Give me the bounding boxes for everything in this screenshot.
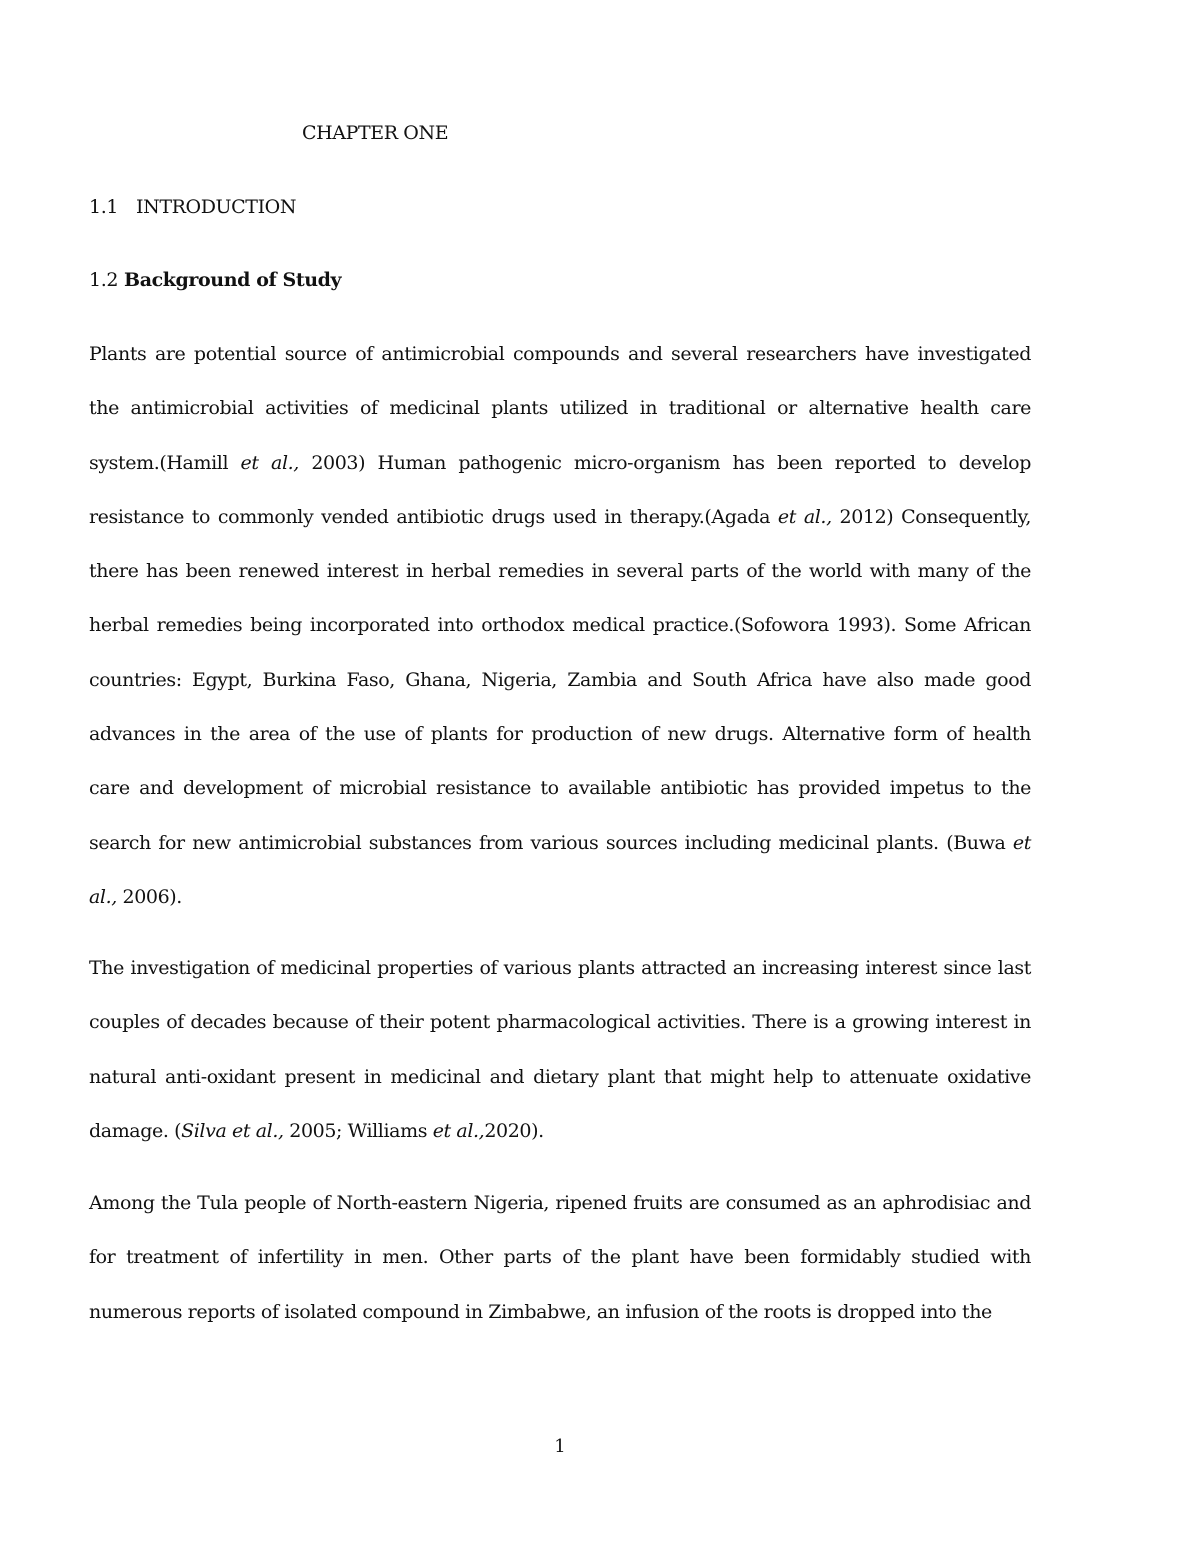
text-run: Plants are potential source of antimicrobial compounds and several researchers have investigated (89, 343, 1031, 365)
italic-citation: Silva et al., (181, 1119, 284, 1142)
section-heading-background (89, 266, 341, 294)
text-run: the antimicrobial activities of medicinal plants utilized in traditional or alternative health care (89, 397, 1031, 420)
paragraph-text (89, 327, 1031, 924)
section-title: Background of Study (124, 269, 342, 291)
text-line (89, 544, 1031, 598)
chapter-title: CHAPTER ONE (302, 122, 449, 144)
text-line (89, 1104, 1031, 1158)
text-line (89, 870, 1031, 924)
section-heading-introduction (89, 193, 296, 221)
text-run: system.(Hamill (89, 451, 241, 474)
italic-citation: et al., (240, 451, 299, 474)
text-run: Among the Tula people of North-eastern Nigeria, ripened fruits are consumed as an aphrodisiac and (89, 1192, 1031, 1214)
text-run: The investigation of medicinal properties of various plants attracted an increasing interest since last (89, 957, 1031, 979)
text-line (89, 327, 1031, 381)
text-line (89, 995, 1031, 1049)
text-line (89, 1050, 1031, 1104)
text-run: natural anti-oxidant present in medicinal and dietary plant that might help to attenuate oxidative (89, 1065, 1031, 1088)
text-line (89, 1176, 1031, 1230)
paragraph-text (89, 941, 1031, 1158)
section-title: INTRODUCTION (136, 196, 297, 218)
text-line (89, 653, 1031, 707)
section-number: 1.2 (89, 269, 119, 291)
text-run: advances in the area of the use of plants for production of new drugs. Alternative form of health (89, 723, 1031, 746)
text-run: care and development of microbial resistance to available antibiotic has provided impetus to the (89, 777, 1031, 800)
text-line (89, 761, 1031, 815)
text-line (89, 436, 1031, 490)
paragraph-3 (89, 1176, 1031, 1339)
paragraph-1 (89, 327, 1031, 924)
paragraph-text (89, 1176, 1031, 1339)
text-line (89, 941, 1031, 995)
text-run: resistance to commonly vended antibiotic drugs used in therapy.(Agada (89, 505, 778, 528)
text-line (89, 598, 1031, 652)
text-line (89, 816, 1031, 870)
text-run: search for new antimicrobial substances from various sources including medicinal plants. (Buwa (89, 831, 1013, 854)
paragraph-2 (89, 941, 1031, 1158)
text-run: couples of decades because of their potent pharmacological activities. There is a growing interest in (89, 1011, 1031, 1034)
text-line (89, 490, 1031, 544)
italic-citation: et (1012, 831, 1031, 854)
text-line (89, 707, 1031, 761)
text-run: there has been renewed interest in herbal remedies in several parts of the world with many of the (89, 560, 1031, 583)
italic-citation: et al., (777, 505, 832, 528)
text-run: 2003) Human pathogenic micro-organism has been reported to develop (298, 451, 1031, 474)
text-run: 2012) Consequently, (831, 505, 1031, 528)
text-line (89, 381, 1031, 435)
text-run: herbal remedies being incorporated into orthodox medical practice.(Sofowora 1993). Some African (89, 614, 1031, 637)
text-run: for treatment of infertility in men. Other parts of the plant have been formidably studied with (89, 1246, 1031, 1269)
italic-citation: et al., (432, 1119, 485, 1142)
italic-citation: al., (89, 885, 117, 908)
text-run: 2005; Williams (283, 1119, 433, 1142)
text-run: damage. ( (89, 1119, 182, 1142)
section-number: 1.1 (89, 196, 119, 218)
page-number: 1 (554, 1436, 566, 1457)
text-run: 2020). (484, 1119, 544, 1142)
text-run: countries: Egypt, Burkina Faso, Ghana, Nigeria, Zambia and South Africa have also made good (89, 668, 1031, 691)
text-run: 2006). (116, 885, 182, 908)
text-line (89, 1285, 1031, 1339)
text-line (89, 1230, 1031, 1284)
text-run: numerous reports of isolated compound in Zimbabwe, an infusion of the roots is dropped into the (89, 1300, 992, 1323)
